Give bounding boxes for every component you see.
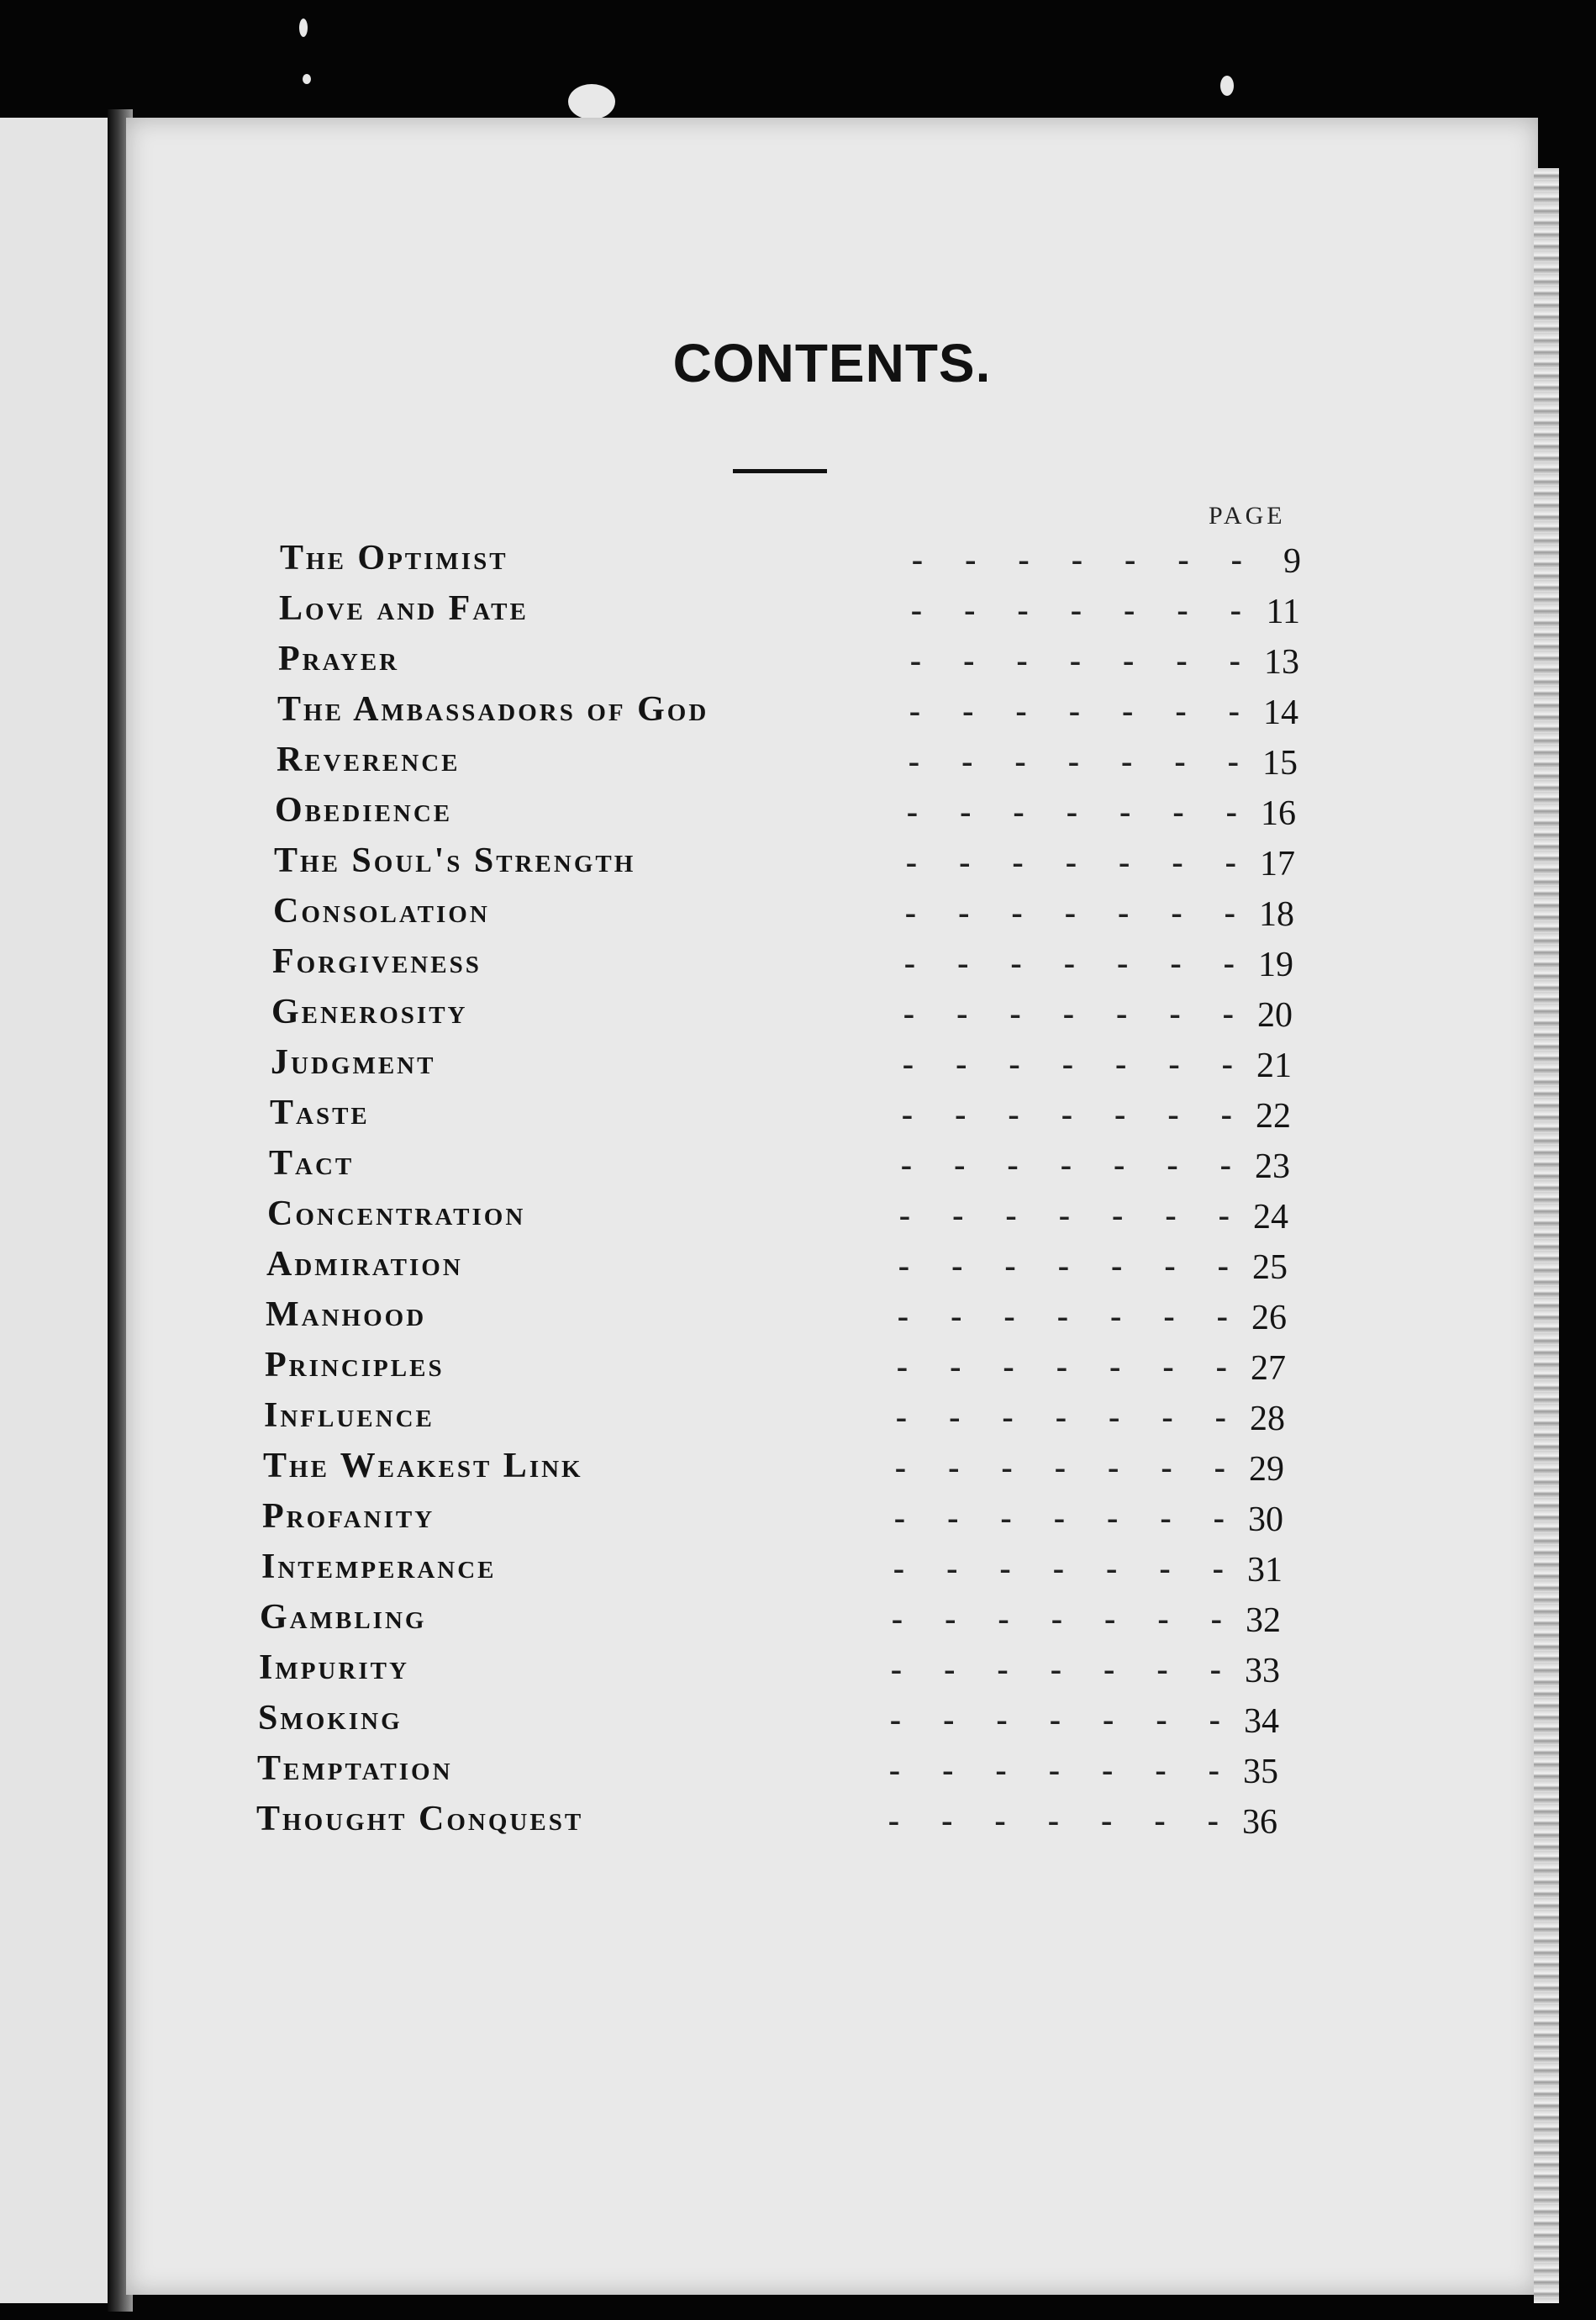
- toc-entry-title: Temptation: [257, 1749, 453, 1788]
- toc-entry: [275, 790, 1296, 841]
- toc-entry-title: Judgment: [271, 1043, 436, 1082]
- toc-leader: - - - - - - -: [889, 1700, 1220, 1738]
- toc-leader: - - - - - - -: [888, 1801, 1219, 1839]
- toc-entry-title: Principles: [265, 1346, 445, 1384]
- toc-entry-page: 9: [1283, 542, 1301, 581]
- toc-leader: - - - - - - -: [905, 843, 1236, 881]
- toc-entry: [259, 1648, 1280, 1698]
- toc-entry-title: Generosity: [271, 993, 468, 1031]
- toc-entry-title: Admiration: [266, 1245, 463, 1284]
- toc-entry-page: 24: [1253, 1198, 1288, 1236]
- toc-leader: - - - - - - -: [893, 1499, 1225, 1537]
- toc-entry-page: 36: [1242, 1803, 1277, 1842]
- toc-entry-page: 35: [1243, 1753, 1278, 1791]
- toc-entry: [256, 1799, 1277, 1849]
- toc-entry-title: Prayer: [278, 640, 400, 678]
- toc-entry-page: 16: [1261, 794, 1296, 833]
- toc-entry-page: 14: [1263, 693, 1298, 732]
- toc-entry-title: Intemperance: [261, 1548, 497, 1586]
- toc-entry-title: Profanity: [262, 1497, 435, 1536]
- toc-entry: [265, 1345, 1286, 1395]
- toc-entry-title: Tact: [269, 1144, 355, 1183]
- toc-entry: [270, 1093, 1291, 1143]
- dust-speck: [1220, 76, 1234, 96]
- toc-entry-title: Smoking: [258, 1699, 403, 1737]
- toc-leader: - - - - - - -: [894, 1448, 1225, 1486]
- toc-leader: - - - - - - -: [909, 692, 1240, 730]
- toc-entry-title: The Soul's Strength: [274, 841, 636, 880]
- table-of-contents: [126, 118, 1538, 2295]
- toc-leader: - - - - - - -: [901, 1095, 1232, 1133]
- toc-entry-title: Concentration: [267, 1194, 526, 1233]
- toc-entry: [271, 992, 1293, 1042]
- toc-entry-title: The Optimist: [280, 539, 508, 577]
- toc-entry-title: Taste: [270, 1094, 370, 1132]
- toc-leader: - - - - - - -: [891, 1600, 1222, 1637]
- toc-entry-title: Love and Fate: [279, 589, 529, 628]
- toc-entry-title: Consolation: [273, 892, 490, 931]
- toc-entry: [257, 1748, 1278, 1799]
- toc-leader: - - - - - - -: [898, 1196, 1230, 1234]
- toc-entry: [258, 1698, 1279, 1748]
- toc-leader: - - - - - - -: [903, 994, 1234, 1032]
- toc-leader: - - - - - - -: [890, 1650, 1221, 1688]
- dust-speck: [299, 18, 308, 37]
- toc-entry-title: Gambling: [260, 1598, 427, 1637]
- toc-entry-page: 27: [1251, 1349, 1286, 1388]
- toc-leader: - - - - - - -: [906, 793, 1237, 830]
- toc-leader: - - - - - - -: [896, 1347, 1227, 1385]
- toc-entry-title: Influence: [264, 1396, 435, 1435]
- toc-entry-title: Forgiveness: [272, 942, 482, 981]
- toc-entry-page: 19: [1258, 946, 1293, 984]
- toc-entry-title: Manhood: [266, 1295, 427, 1334]
- toc-entry: [267, 1194, 1288, 1244]
- toc-entry-page: 13: [1264, 643, 1299, 682]
- dust-speck: [303, 74, 311, 84]
- toc-entry: [277, 740, 1298, 790]
- toc-leader: - - - - - - -: [910, 591, 1241, 629]
- toc-entry-page: 17: [1260, 845, 1295, 883]
- toc-entry-page: 26: [1251, 1299, 1287, 1337]
- toc-entry: [263, 1446, 1284, 1496]
- toc-entry-page: 31: [1247, 1551, 1283, 1590]
- toc-leader: - - - - - - -: [904, 894, 1235, 931]
- toc-entry-page: 23: [1255, 1147, 1290, 1186]
- toc-entry-page: 22: [1256, 1097, 1291, 1136]
- toc-entry: [274, 841, 1295, 891]
- toc-entry: [279, 588, 1300, 639]
- toc-entry-title: Thought Conquest: [256, 1800, 584, 1838]
- toc-entry-page: 25: [1252, 1248, 1288, 1287]
- toc-entry-title: Reverence: [277, 741, 461, 779]
- dust-speck: [568, 84, 615, 119]
- toc-entry-page: 30: [1248, 1500, 1283, 1539]
- toc-entry: [264, 1395, 1285, 1446]
- document-page: [126, 118, 1538, 2295]
- toc-leader: - - - - - - -: [898, 1247, 1229, 1284]
- page-edge: [1534, 168, 1559, 2303]
- toc-entry-title: Obedience: [275, 791, 453, 830]
- toc-entry-page: 28: [1250, 1400, 1285, 1438]
- toc-entry: [260, 1597, 1281, 1648]
- toc-entry: [277, 689, 1298, 740]
- toc-entry: [266, 1244, 1288, 1294]
- toc-entry: [273, 891, 1294, 941]
- page-column-label: PAGE: [1209, 502, 1286, 530]
- toc-entry: [278, 639, 1299, 689]
- page-title: CONTENTS.: [672, 333, 992, 393]
- toc-entry: [280, 538, 1301, 588]
- toc-entry-title: The Weakest Link: [263, 1447, 583, 1485]
- toc-entry-page: 34: [1244, 1702, 1279, 1741]
- toc-leader: - - - - - - -: [900, 1146, 1231, 1184]
- toc-entry-title: Impurity: [259, 1648, 409, 1687]
- toc-entry: [269, 1143, 1290, 1194]
- toc-entry-page: 21: [1256, 1047, 1292, 1085]
- toc-leader: - - - - - - -: [888, 1751, 1219, 1789]
- toc-entry-page: 15: [1262, 744, 1298, 783]
- toc-leader: - - - - - - -: [903, 944, 1235, 982]
- toc-entry: [272, 941, 1293, 992]
- toc-entry: [262, 1496, 1283, 1547]
- toc-leader: - - - - - - -: [897, 1297, 1228, 1335]
- toc-leader: - - - - - - -: [911, 540, 1242, 578]
- toc-entry-title: The Ambassadors of God: [277, 690, 709, 729]
- toc-entry: [271, 1042, 1292, 1093]
- toc-entry-page: 20: [1257, 996, 1293, 1035]
- toc-entry-page: 29: [1249, 1450, 1284, 1489]
- toc-leader: - - - - - - -: [908, 742, 1239, 780]
- toc-leader: - - - - - - -: [909, 641, 1240, 679]
- toc-entry: [261, 1547, 1283, 1597]
- toc-entry-page: 33: [1245, 1652, 1280, 1690]
- toc-entry-page: 18: [1259, 895, 1294, 934]
- facing-page-edge: [0, 118, 108, 2303]
- toc-leader: - - - - - - -: [895, 1398, 1226, 1436]
- toc-entry-page: 11: [1266, 593, 1300, 631]
- toc-entry-page: 32: [1246, 1601, 1281, 1640]
- toc-leader: - - - - - - -: [893, 1549, 1224, 1587]
- toc-leader: - - - - - - -: [902, 1045, 1233, 1083]
- toc-entry: [266, 1294, 1287, 1345]
